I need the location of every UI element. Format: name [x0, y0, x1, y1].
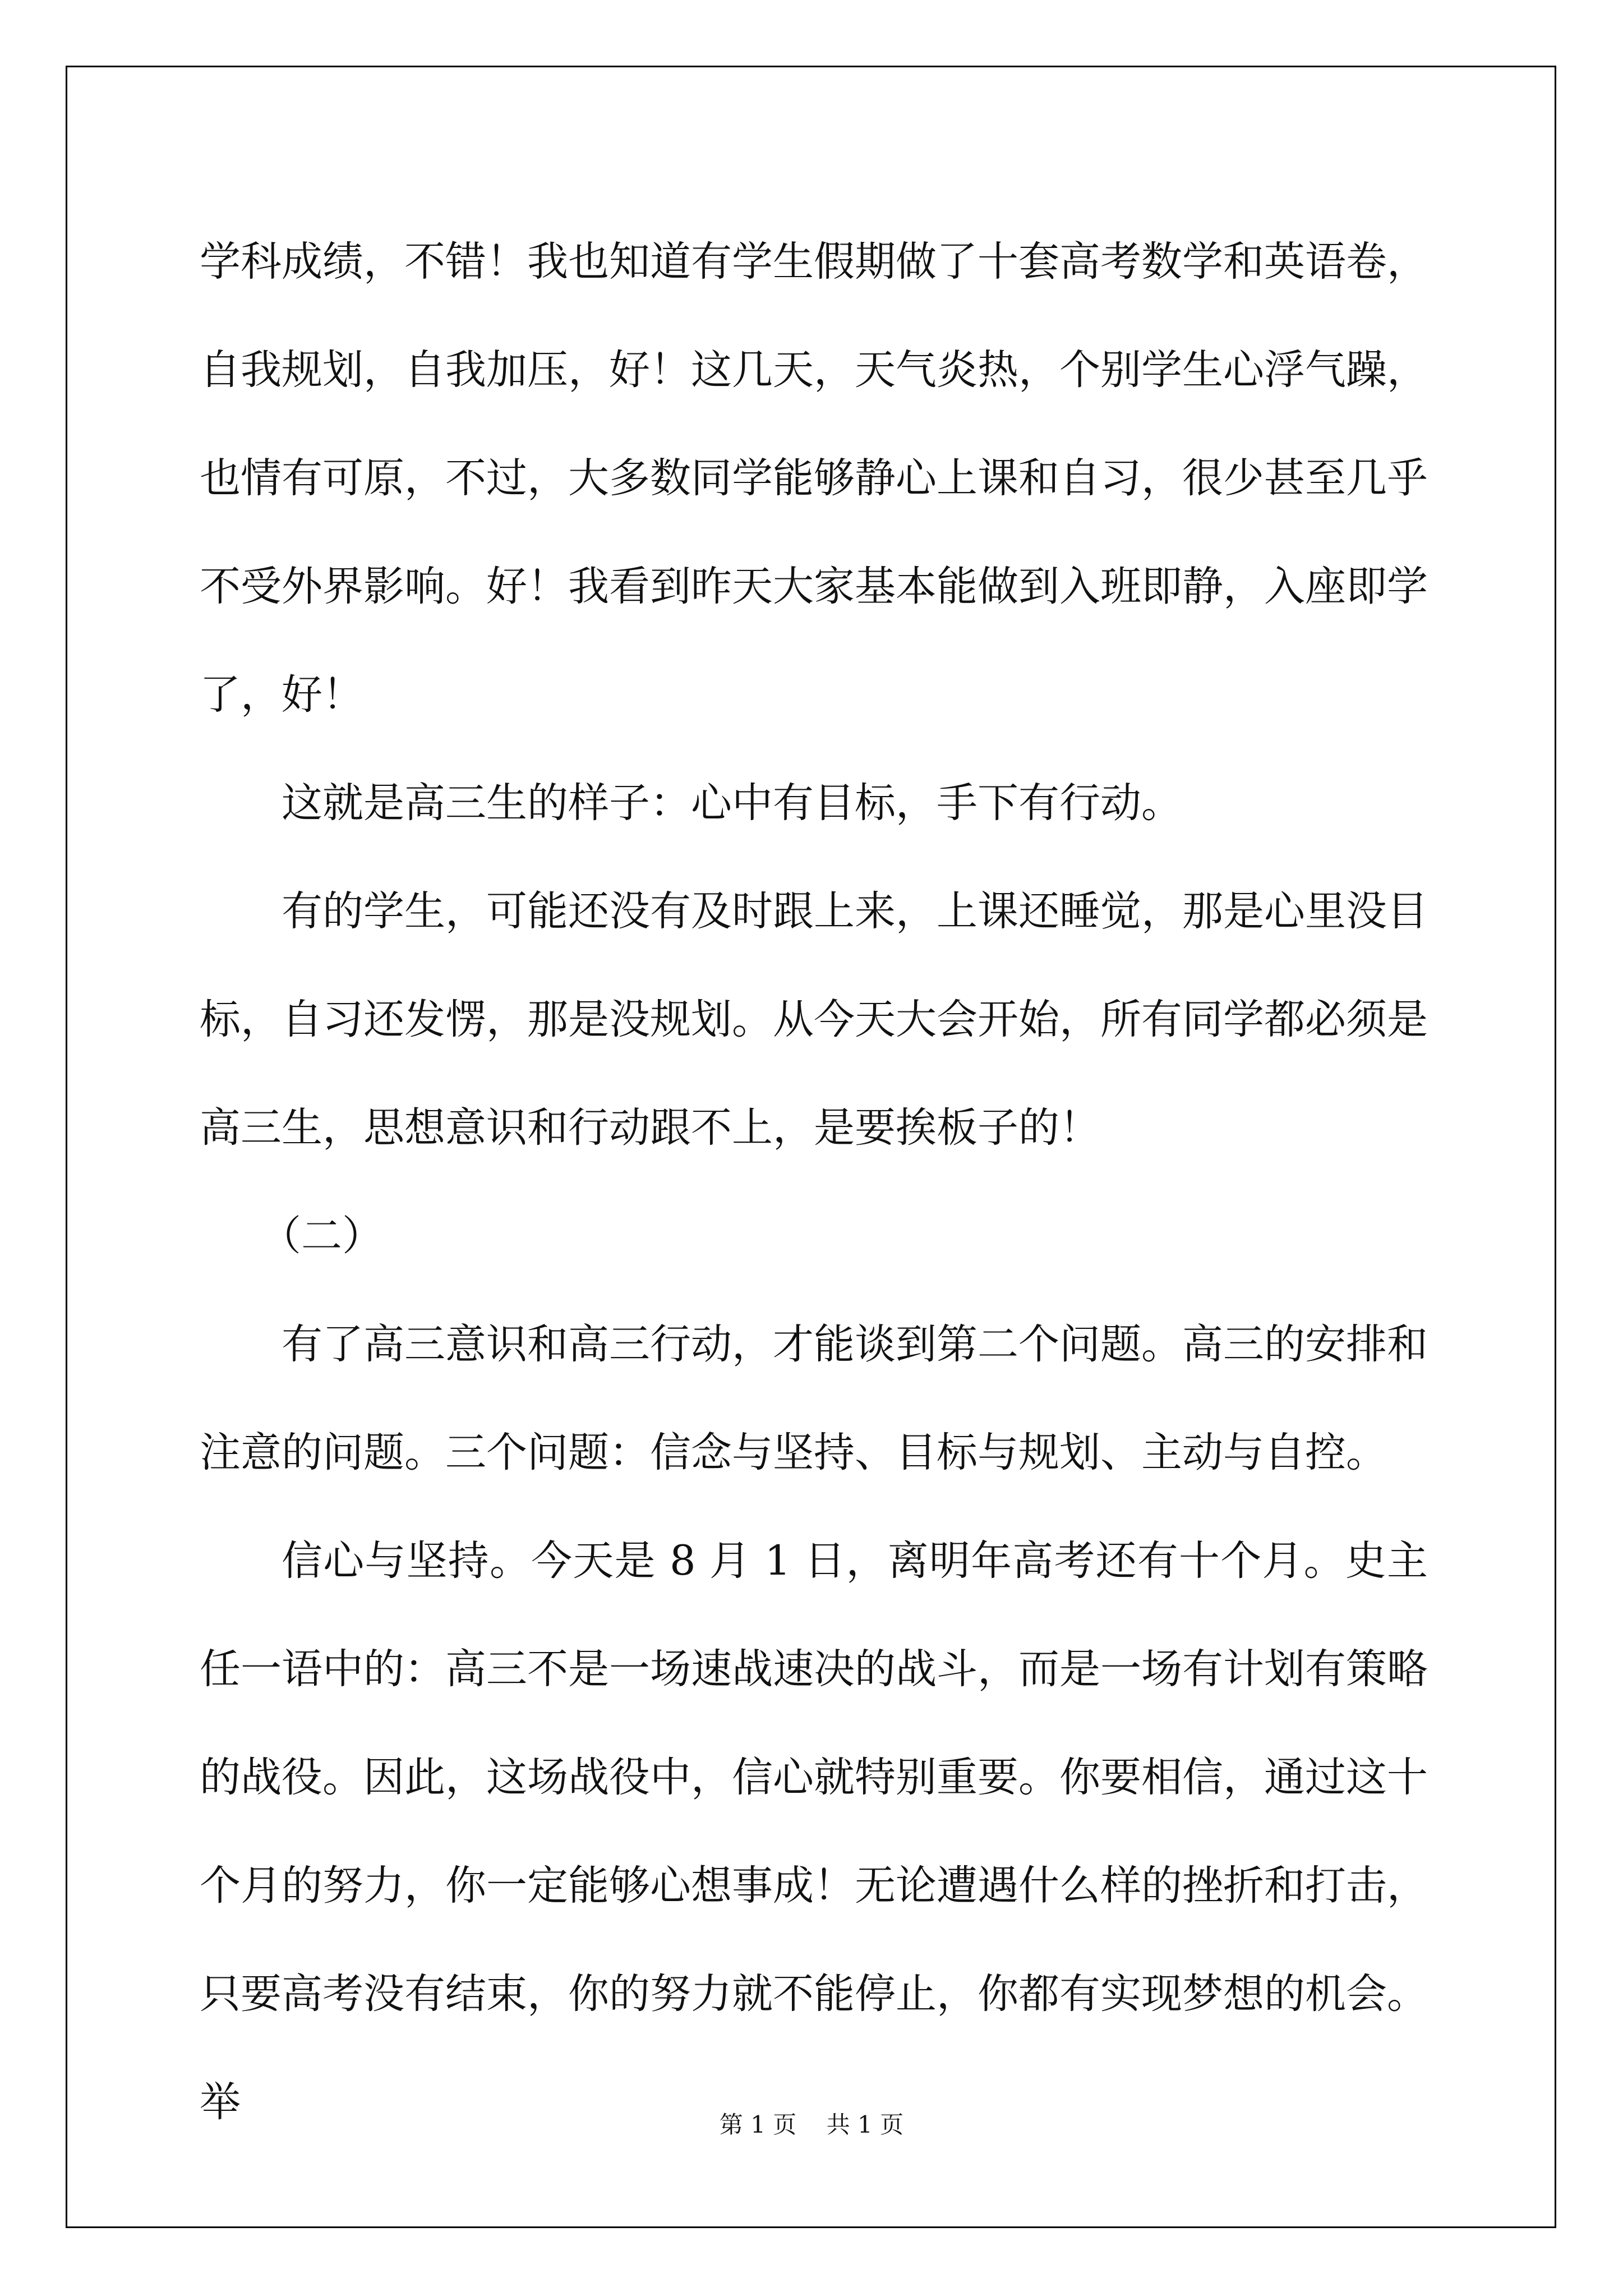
paragraph-5: 信心与坚持。今天是 8 月 1 日，离明年高考还有十个月。史主任一语中的：高三不是一场速战速决的战斗，而是一场有计划有策略的战役。因此，这场战役中，信心就特别重要。你要相信，通过这十个月的努力，你一定能够心想事成！无论遭遇什么样的挫折和打击，只要高考没有结束，你的努力就不能停止，你都有实现梦想的机会。举 — [200, 1537, 1428, 2126]
paragraph-2: 这就是高三生的样子：心中有目标，手下有行动。 — [282, 779, 1182, 827]
paragraph-4: 有了高三意识和高三行动，才能谈到第二个问题。高三的安排和注意的问题。三个问题：信念与坚持、目标与规划、主动与自控。 — [200, 1320, 1428, 1476]
document-body — [200, 208, 1428, 2156]
paragraph-1: 学科成绩，不错！我也知道有学生假期做了十套高考数学和英语卷，自我规划，自我加压，好！这几天，天气炎热，个别学生心浮气躁，也情有可原，不过，大多数同学能够静心上课和自习，很少甚至几乎不受外界影响。好！我看到昨天大家基本能做到入班即静，入座即学了，好！ — [200, 238, 1428, 719]
paragraph-3: 有的学生，可能还没有及时跟上来，上课还睡觉，那是心里没目标，自习还发愣，那是没规划。从今天大会开始，所有同学都必须是高三生，思想意识和行动跟不上，是要挨板子的！ — [200, 887, 1428, 1152]
section-heading: （二） — [260, 1212, 383, 1260]
page-footer: 第 1 页 共 1 页 — [719, 2111, 904, 2138]
